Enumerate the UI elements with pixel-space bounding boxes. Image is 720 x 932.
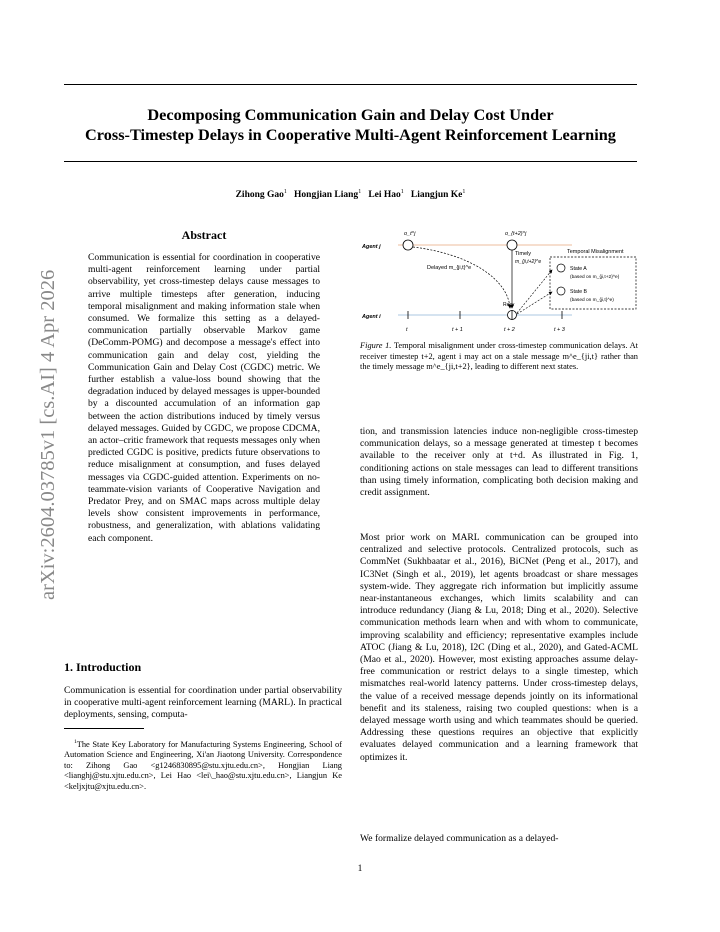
timely-label: Timely — [515, 251, 531, 257]
author-4: Liangjun Ke$^1$ — [410, 189, 466, 201]
agent-i-label: Agent i — [362, 314, 381, 320]
branch-a-arrow — [517, 270, 552, 313]
obs-t-label: o_t^j — [404, 231, 416, 237]
state-b-sub: (based on m_{ji,t}^e) — [570, 298, 614, 303]
intro-right-p2: Most prior work on MARL communication can be grouped into centralized and selective protocols. Centralized protocols, such as CommNet (Sukhbaatar et al., 2016), BiCNet (Peng et al., 2017), and IC3Net (Singh et al., 2019), let agents broadcast or share messages system-wide. They aggregate rich information but implicitly assume near-instantaneous exchanges, which limits scalability and can introduce redundancy (Jiang & Lu, 2018; Ding et al., 2020). Selective communication methods learn when and with whom to communicate, improving scalability and efficiency; representative examples include ATOC (Jiang & Lu, 2018), I2C (Ding et al., 2020), and Gated-ACML (Mao et al., 2020). However, most existing approaches assume delay-free communication or restrict delays to a single timestep, which mismatches real-world latency patterns. Under cross-timestep delays, the value of a received message depends jointly on its informational benefit and its staleness, raising two coupled questions: when is a delayed message worth using and which teammates should be queried. Addressing these questions requires an objective that explicitly evaluates delayed communication and a learning framework that optimizes it. — [360, 532, 638, 763]
tick-label-t: t — [406, 327, 408, 333]
abstract-text: Communication is essential for coordination in cooperative multi-agent reinforcement learning under partial observability, yet cross-timestep delays cause messages to arrive multiple timesteps after generation, inducing temporal misalignment and making information stale when consumed. We formalize this setting as a delayed-communication partially observable Markov game (DeComm-POMG) and decompose a message's effect into communication gain and delay cost, yielding the Communication Gain and Delay Cost (CGDC) metric. We further establish a value-loss bound showing that the degradation induced by delayed messages is upper-bounded by a discounted accumulation of an information gap between the action distributions induced by timely versus delayed messages. Guided by CGDC, we propose CDCMA, an actor–critic framework that requests messages only when predicted CGDC is positive, predicts future observations to reduce misalignment at consumption, and fuses delayed messages via CGDC-guided attention. Experiments on no-teammate-vision variants of Cooperative Navigation and Predator Prey, and on SMAC maps across multiple delay levels show consistent improvements in performance, robustness, and generalization, with ablations validating each component. — [88, 252, 320, 544]
author-list — [64, 189, 637, 200]
recv-label: Recv — [503, 302, 515, 308]
figure-1-diagram — [360, 224, 638, 336]
figure-1-caption: Figure 1. Temporal misalignment under cross-timestep communication delays. At receiver timestep t+2, agent i may act on a stale message m^e_{ji,t} rather than the timely message m^e_{ji,t+2}, leading to different next states. — [360, 341, 638, 371]
delayed-label: Delayed m_{ji,t}^e — [427, 265, 472, 271]
intro-left-text: Communication is essential for coordination under partial observability in cooperative multi-agent reinforcement learning (MARL). In practical deployments, sensing, computa- — [64, 685, 342, 721]
obs-t2-node — [507, 240, 517, 250]
title-line-1: Decomposing Communication Gain and Delay Cost Under — [147, 105, 554, 124]
branch-b-arrow — [517, 292, 552, 314]
arxiv-stamp: arXiv:2604.03785v1 [cs.AI] 4 Apr 2026 — [37, 269, 59, 600]
state-b-label: State B — [570, 289, 588, 295]
obs-t2-label: o_{t+2}^j — [505, 231, 527, 237]
state-b-node — [557, 287, 565, 295]
footnote-rule — [64, 728, 144, 729]
paper-title — [64, 105, 637, 145]
tick-label-t3: t + 3 — [554, 327, 565, 333]
author-2: Hongjian Liang$^1$ — [294, 189, 362, 201]
obs-t-node — [403, 240, 413, 250]
author-1: Zihong Gao$^1$ — [235, 189, 287, 201]
title-bottom-rule — [64, 161, 637, 162]
tick-label-t1: t + 1 — [452, 327, 463, 333]
title-line-2: Cross-Timestep Delays in Cooperative Multi-Agent Reinforcement Learning — [85, 125, 616, 144]
delayed-arrow — [413, 247, 510, 308]
affiliation-footnote: $^1$The State Key Laboratory for Manufacturing Systems Engineering, School of Automation Science and Engineering, Xi'an Jiaotong University. Correspondence to: Zihong Gao <g1246830895@stu.xjtu.edu.cn>, Hongjian Liang <lianghj@stu.xjtu.edu.cn>, Lei Hao <lei\_hao@stu.xjtu.edu.cn>, Liangjun Ke <keljxjtu@xjtu.edu.cn>. — [64, 739, 342, 791]
timely-message-label: m_{ji,t+2}^e — [515, 259, 542, 265]
abstract-heading: Abstract — [181, 228, 227, 242]
intro-right-p3: We formalize delayed communication as a delayed- — [360, 833, 559, 844]
state-a-label: State A — [570, 266, 587, 272]
agent-j-label: Agent j — [362, 244, 381, 250]
introduction-heading: 1. Introduction — [64, 660, 142, 674]
tick-label-t2: t + 2 — [504, 327, 515, 333]
intro-right-p1: tion, and transmission latencies induce non-negligible cross-timestep communication delays, so a message generated at timestep t becomes available to the receiver only at t+d. As illustrated in Fig. 1, conditioning actions on stale messages can lead to different transitions than using timely information, complicating both decision making and credit assignment. — [360, 426, 638, 499]
misalignment-title: Temporal Misalignment — [567, 249, 624, 255]
author-3: Lei Hao$^1$ — [368, 189, 404, 201]
page-number: 1 — [357, 864, 363, 874]
state-a-node — [557, 264, 565, 272]
title-top-rule — [64, 84, 637, 85]
state-a-sub: (based on m_{ji,t+2}^e) — [570, 275, 620, 280]
